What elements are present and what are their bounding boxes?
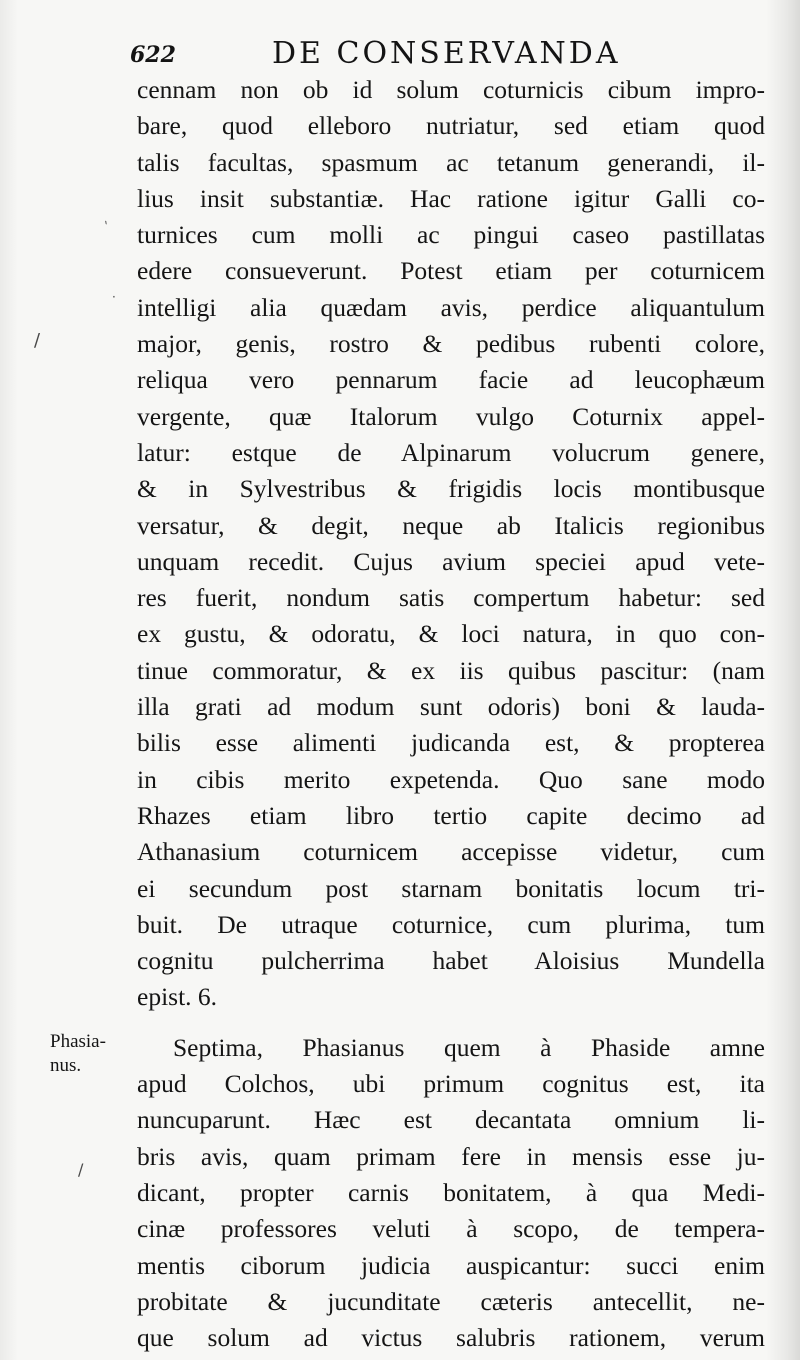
text-line: buit. De utraque coturnice, cum plurima, tum <box>137 909 765 939</box>
text-line: bilis esse alimenti judicanda est, & propterea <box>137 728 765 758</box>
text-line: ei secundum post starnam bonitatis locum tri- <box>137 873 765 903</box>
body-text <box>137 72 765 1356</box>
running-head-title: DE CONSERVANDA <box>272 36 621 71</box>
text-line: Rhazes etiam libro tertio capite decimo ad <box>137 800 765 830</box>
text-line: talis facultas, spasmum ac tetanum generandi, il- <box>137 147 765 177</box>
text-line: probitate & jucunditate cæteris antecellit, ne- <box>137 1286 765 1316</box>
margin-speck: / <box>34 330 41 351</box>
text-line: vergente, quæ Italorum vulgo Coturnix appel- <box>137 401 765 431</box>
text-line: lius insit substantiæ. Hac ratione igitur Galli co- <box>137 183 765 213</box>
text-line: nuncuparunt. Hæc est decantata omnium li- <box>137 1105 765 1135</box>
page-number: 622 <box>130 42 176 68</box>
text-line: Athanasium coturnicem accepisse videtur, cum <box>137 837 765 867</box>
text-line: & in Sylvestribus & frigidis locis montibusque <box>137 474 765 504</box>
page-gutter-shading <box>766 0 800 1360</box>
paragraph-gap <box>137 1016 765 1030</box>
margin-speck: · <box>112 290 116 304</box>
text-line: latur: estque de Alpinarum volucrum genere, <box>137 437 765 467</box>
text-line: que solum ad victus salubris rationem, verum <box>137 1323 765 1353</box>
text-line: intelligi alia quædam avis, perdice aliquantulum <box>137 292 765 322</box>
text-line: bare, quod elleboro nutriatur, sed etiam quod <box>137 111 765 141</box>
text-line: res fuerit, nondum satis compertum habetur: sed <box>137 583 765 613</box>
text-line: ex gustu, & odoratu, & loci natura, in quo con- <box>137 619 765 649</box>
text-line: bris avis, quam primam fere in mensis esse ju- <box>137 1141 765 1171</box>
text-line: reliqua vero pennarum facie ad leucophæum <box>137 365 765 395</box>
text-line: illa grati ad modum sunt odoris) boni & lauda- <box>137 692 765 722</box>
text-line: cinæ professores veluti à scopo, de tempera- <box>137 1214 765 1244</box>
marginal-note-line: nus. <box>50 1055 82 1076</box>
text-line: apud Colchos, ubi primum cognitus est, ita <box>137 1069 765 1099</box>
text-line: dicant, propter carnis bonitatem, à qua Medi- <box>137 1177 765 1207</box>
text-line: in cibis merito expetenda. Quo sane modo <box>137 764 765 794</box>
text-line: Septima, Phasianus quem à Phaside amne <box>173 1032 765 1062</box>
text-line: cognitu pulcherrima habet Aloisius Mundella <box>137 946 765 976</box>
text-line: major, genis, rostro & pedibus rubenti colore, <box>137 329 765 359</box>
text-line: unquam recedit. Cujus avium speciei apud vete- <box>137 546 765 576</box>
page-left-edge-shading <box>0 0 18 1360</box>
text-line: turnices cum molli ac pingui caseo pastillatas <box>137 220 765 250</box>
paragraph-2 <box>137 1030 765 1357</box>
text-line: epist. 6. <box>137 982 218 1012</box>
marginal-note <box>50 1030 136 1078</box>
text-line: tinue commoratur, & ex iis quibus pascitur: (nam <box>137 655 765 685</box>
text-line: versatur, & degit, neque ab Italicis regionibus <box>137 510 765 540</box>
margin-speck: / <box>78 1160 84 1179</box>
text-line: mentis ciborum judicia auspicantur: succi enim <box>137 1250 765 1280</box>
paragraph-1 <box>137 72 765 1016</box>
margin-speck: ` <box>96 219 111 237</box>
marginal-note-line: Phasia- <box>50 1031 106 1052</box>
text-line: edere consueverunt. Potest etiam per coturnicem <box>137 256 765 286</box>
running-head <box>130 36 690 76</box>
text-line: cennam non ob id solum coturnicis cibum impro- <box>137 75 765 104</box>
